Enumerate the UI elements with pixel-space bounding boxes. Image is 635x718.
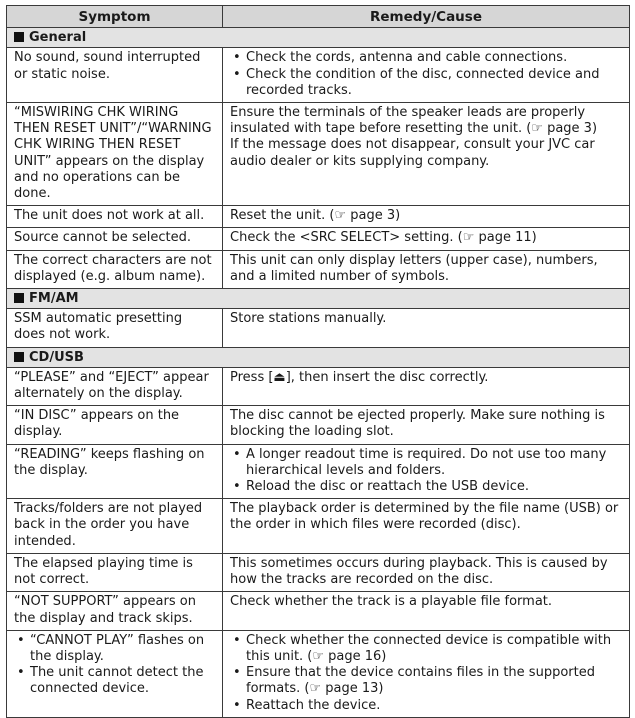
symptom-cell: No sound, sound interrupted or static noise. — [7, 48, 223, 103]
table-row — [7, 630, 630, 717]
remedy-cell: Store stations manually. — [223, 309, 630, 347]
section-label: General — [29, 30, 87, 46]
table-row — [7, 592, 630, 630]
remedy-cell: Reset the unit. (☞ page 3) — [223, 206, 630, 228]
symptom-cell: The unit does not work at all. — [7, 206, 223, 228]
remedy-list — [230, 447, 623, 496]
table-header-row — [7, 6, 630, 28]
symptom-header: Symptom — [7, 6, 223, 28]
remedy-cell — [223, 48, 630, 103]
symptom-cell: “MISWIRING CHK WIRING THEN RESET UNIT”/“WARNING CHK WIRING THEN RESET UNIT” appears on the display and no operations can be done. — [7, 103, 223, 206]
list-item: • “CANNOT PLAY” flashes on the display. — [14, 633, 216, 665]
remedy-cell — [223, 444, 630, 499]
symptom-cell: “IN DISC” appears on the display. — [7, 406, 223, 444]
section-row-cdusb — [7, 347, 630, 367]
remedy-list — [230, 633, 623, 714]
table-row — [7, 206, 630, 228]
list-item: • The unit cannot detect the connected device. — [14, 665, 216, 697]
table-row — [7, 103, 630, 206]
section-label: CD/USB — [29, 349, 84, 365]
symptom-cell — [7, 630, 223, 717]
remedy-text: If the message does not disappear, consult your JVC car audio dealer or kits supplying company. — [230, 137, 595, 169]
square-bullet-icon — [14, 293, 24, 303]
square-bullet-icon — [14, 352, 24, 362]
table-row — [7, 499, 630, 554]
symptom-cell: “NOT SUPPORT” appears on the display and track skips. — [7, 592, 223, 630]
remedy-text: Ensure the terminals of the speaker leads are properly insulated with tape before resetting the unit. (☞ page 3) — [230, 105, 598, 137]
table-row — [7, 228, 630, 250]
symptom-cell: “PLEASE” and “EJECT” appear alternately on the display. — [7, 367, 223, 405]
square-bullet-icon — [14, 32, 24, 42]
table-row — [7, 367, 630, 405]
symptom-cell: The elapsed playing time is not correct. — [7, 553, 223, 591]
symptom-cell: SSM automatic presetting does not work. — [7, 309, 223, 347]
symptom-cell: “READING” keeps flashing on the display. — [7, 444, 223, 499]
list-item: • Check whether the connected device is compatible with this unit. (☞ page 16) — [230, 633, 623, 665]
section-cdusb — [7, 347, 630, 367]
symptom-list — [14, 633, 216, 698]
section-general — [7, 28, 630, 48]
remedy-cell — [223, 103, 630, 206]
section-row-general — [7, 28, 630, 48]
list-item: • Check the cords, antenna and cable connections. — [230, 50, 623, 66]
remedy-cell: This unit can only display letters (upper case), numbers, and a limited number of symbols. — [223, 250, 630, 288]
section-row-fmam — [7, 289, 630, 309]
remedy-cell: This sometimes occurs during playback. This is caused by how the tracks are recorded on the disc. — [223, 553, 630, 591]
troubleshooting-table — [6, 5, 630, 718]
remedy-cell: Check the <SRC SELECT> setting. (☞ page 11) — [223, 228, 630, 250]
list-item: • Reload the disc or reattach the USB device. — [230, 479, 623, 495]
table-row — [7, 444, 630, 499]
section-fmam — [7, 289, 630, 309]
table-row — [7, 48, 630, 103]
remedy-cell: The disc cannot be ejected properly. Make sure nothing is blocking the loading slot. — [223, 406, 630, 444]
table-row — [7, 309, 630, 347]
remedy-cell — [223, 630, 630, 717]
list-item: • Ensure that the device contains files in the supported formats. (☞ page 13) — [230, 665, 623, 697]
table-row — [7, 406, 630, 444]
table-row — [7, 553, 630, 591]
remedy-list — [230, 50, 623, 99]
list-item: • A longer readout time is required. Do not use too many hierarchical levels and folders. — [230, 447, 623, 479]
symptom-cell: The correct characters are not displayed (e.g. album name). — [7, 250, 223, 288]
remedy-cell: Press [⏏], then insert the disc correctly. — [223, 367, 630, 405]
section-label: FM/AM — [29, 291, 79, 307]
table-row — [7, 250, 630, 288]
symptom-cell: Source cannot be selected. — [7, 228, 223, 250]
list-item: • Check the condition of the disc, connected device and recorded tracks. — [230, 67, 623, 99]
remedy-cell: Check whether the track is a playable file format. — [223, 592, 630, 630]
symptom-cell: Tracks/folders are not played back in the order you have intended. — [7, 499, 223, 554]
list-item: • Reattach the device. — [230, 698, 623, 714]
remedy-cell: The playback order is determined by the file name (USB) or the order in which files were recorded (disc). — [223, 499, 630, 554]
remedy-header: Remedy/Cause — [223, 6, 630, 28]
